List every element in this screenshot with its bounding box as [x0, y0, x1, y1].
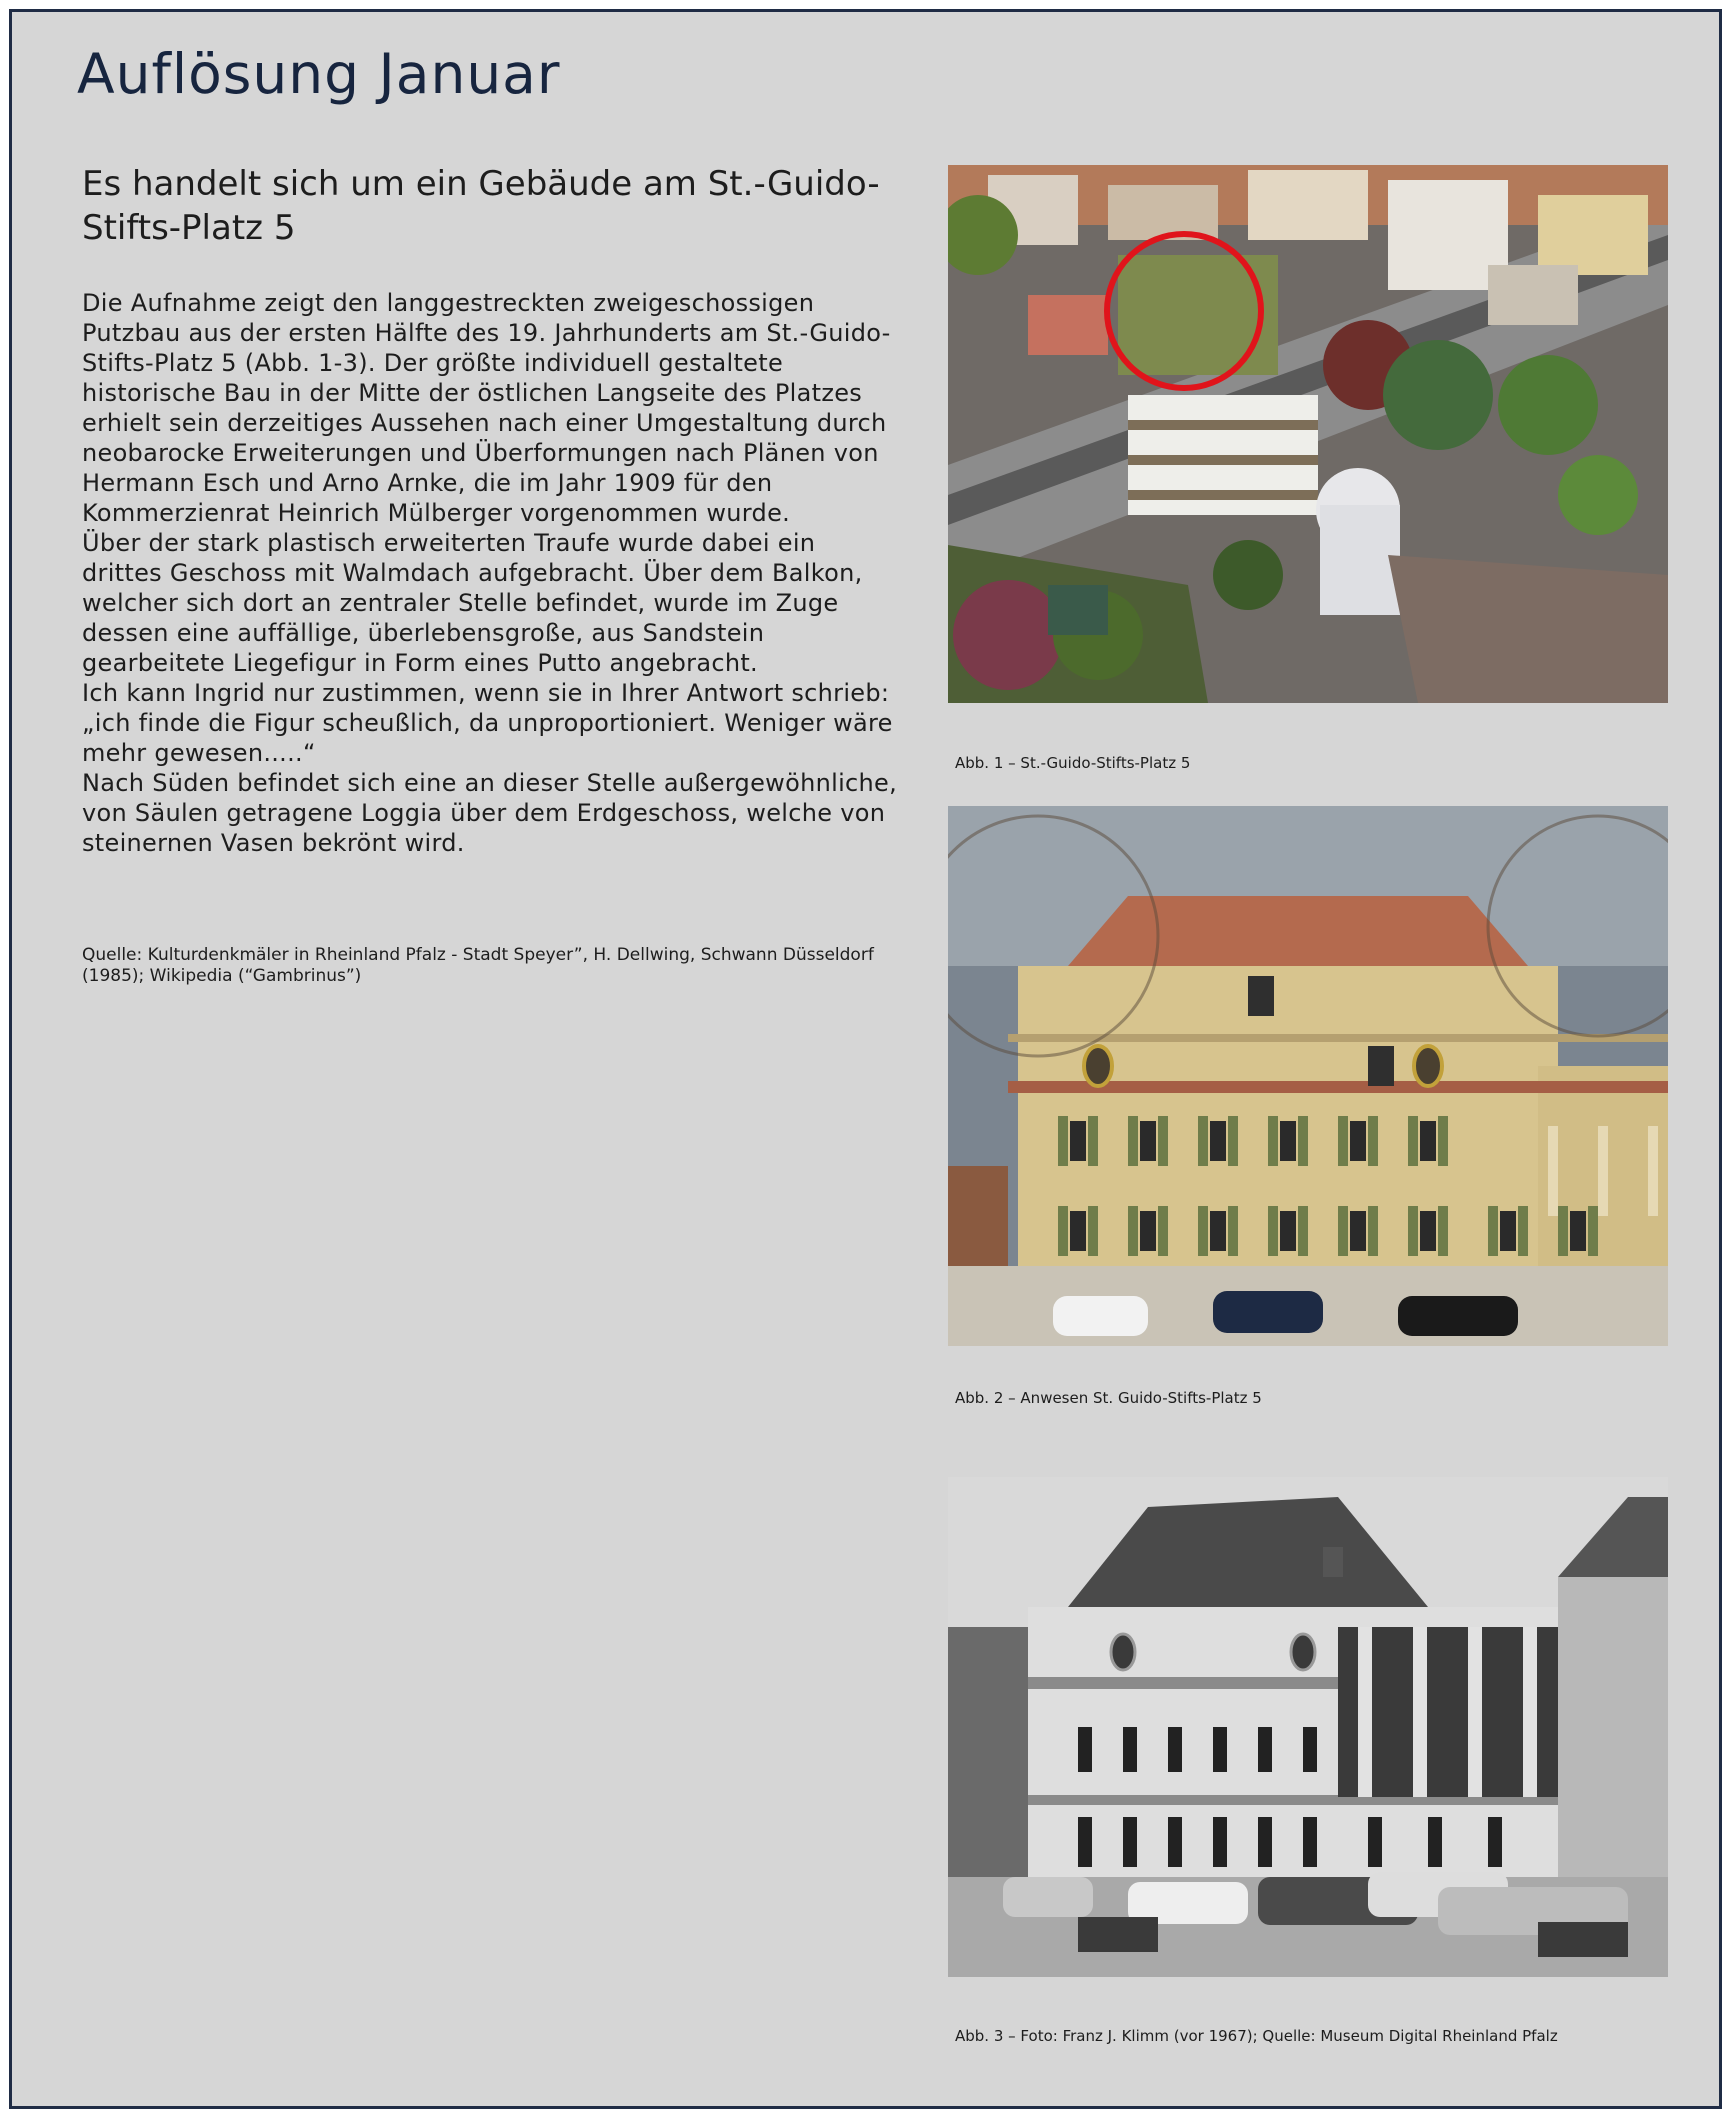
figure-caption: Abb. 3 – Foto: Franz J. Klimm (vor 1967); Quelle: Museum Digital Rheinland Pfalz: [955, 2027, 1558, 2045]
figure-caption: Abb. 2 – Anwesen St. Guido-Stifts-Platz 5: [955, 1389, 1262, 1407]
paragraph: Die Aufnahme zeigt den langgestreckten zweigeschossigen Putzbau aus der ersten Hälfte des 19. Jahrhunderts am St.-Guido-Stifts-Platz 5 (Abb. 1-3). Der größte individuell gestaltete historische Bau in der Mitte der östlichen Langseite des Platzes erhielt sein derzeitiges Aussehen nach einer Umgestaltung durch neobarocke Erweiterungen und Überformungen nach Plänen von Hermann Esch und Arno Arnke, die im Jahr 1909 für den Kommerzienrat Heinrich Mülberger vorgenommen wurde.: [82, 289, 891, 527]
paragraph: Über der stark plastisch erweiterten Traufe wurde dabei ein drittes Geschoss mit Walmdach aufgebracht. Über dem Balkon, welcher sich dort an zentraler Stelle befindet, wurde im Zuge dessen eine auffällige, überlebensgroße, aus Sandstein gearbeitete Liegefigur in Form eines Putto angebracht.: [82, 529, 863, 677]
source-note: Quelle: Kulturdenkmäler in Rheinland Pfalz - Stadt Speyer”, H. Dellwing, Schwann Düsseldorf (1985); Wikipedia (“Gambrinus”): [82, 945, 874, 986]
aerial-photo: [948, 165, 1668, 703]
body-text: [82, 288, 902, 858]
paragraph: Nach Süden befindet sich eine an dieser Stelle außergewöhnliche, von Säulen getragene Loggia über dem Erdgeschoss, welche von steinernen Vasen bekrönt wird.: [82, 769, 898, 857]
page-title: Auflösung Januar: [77, 42, 561, 106]
subtitle: Es handelt sich um ein Gebäude am St.-Guido-Stifts-Platz 5: [82, 164, 880, 248]
historic-photo: [948, 1477, 1668, 1977]
building-photo: [948, 806, 1668, 1346]
figure-caption: Abb. 1 – St.-Guido-Stifts-Platz 5: [955, 754, 1191, 772]
paragraph: Ich kann Ingrid nur zustimmen, wenn sie in Ihrer Antwort schrieb: „ich finde die Figur scheußlich, da unproportioniert. Weniger wäre mehr gewesen.....“: [82, 679, 893, 767]
